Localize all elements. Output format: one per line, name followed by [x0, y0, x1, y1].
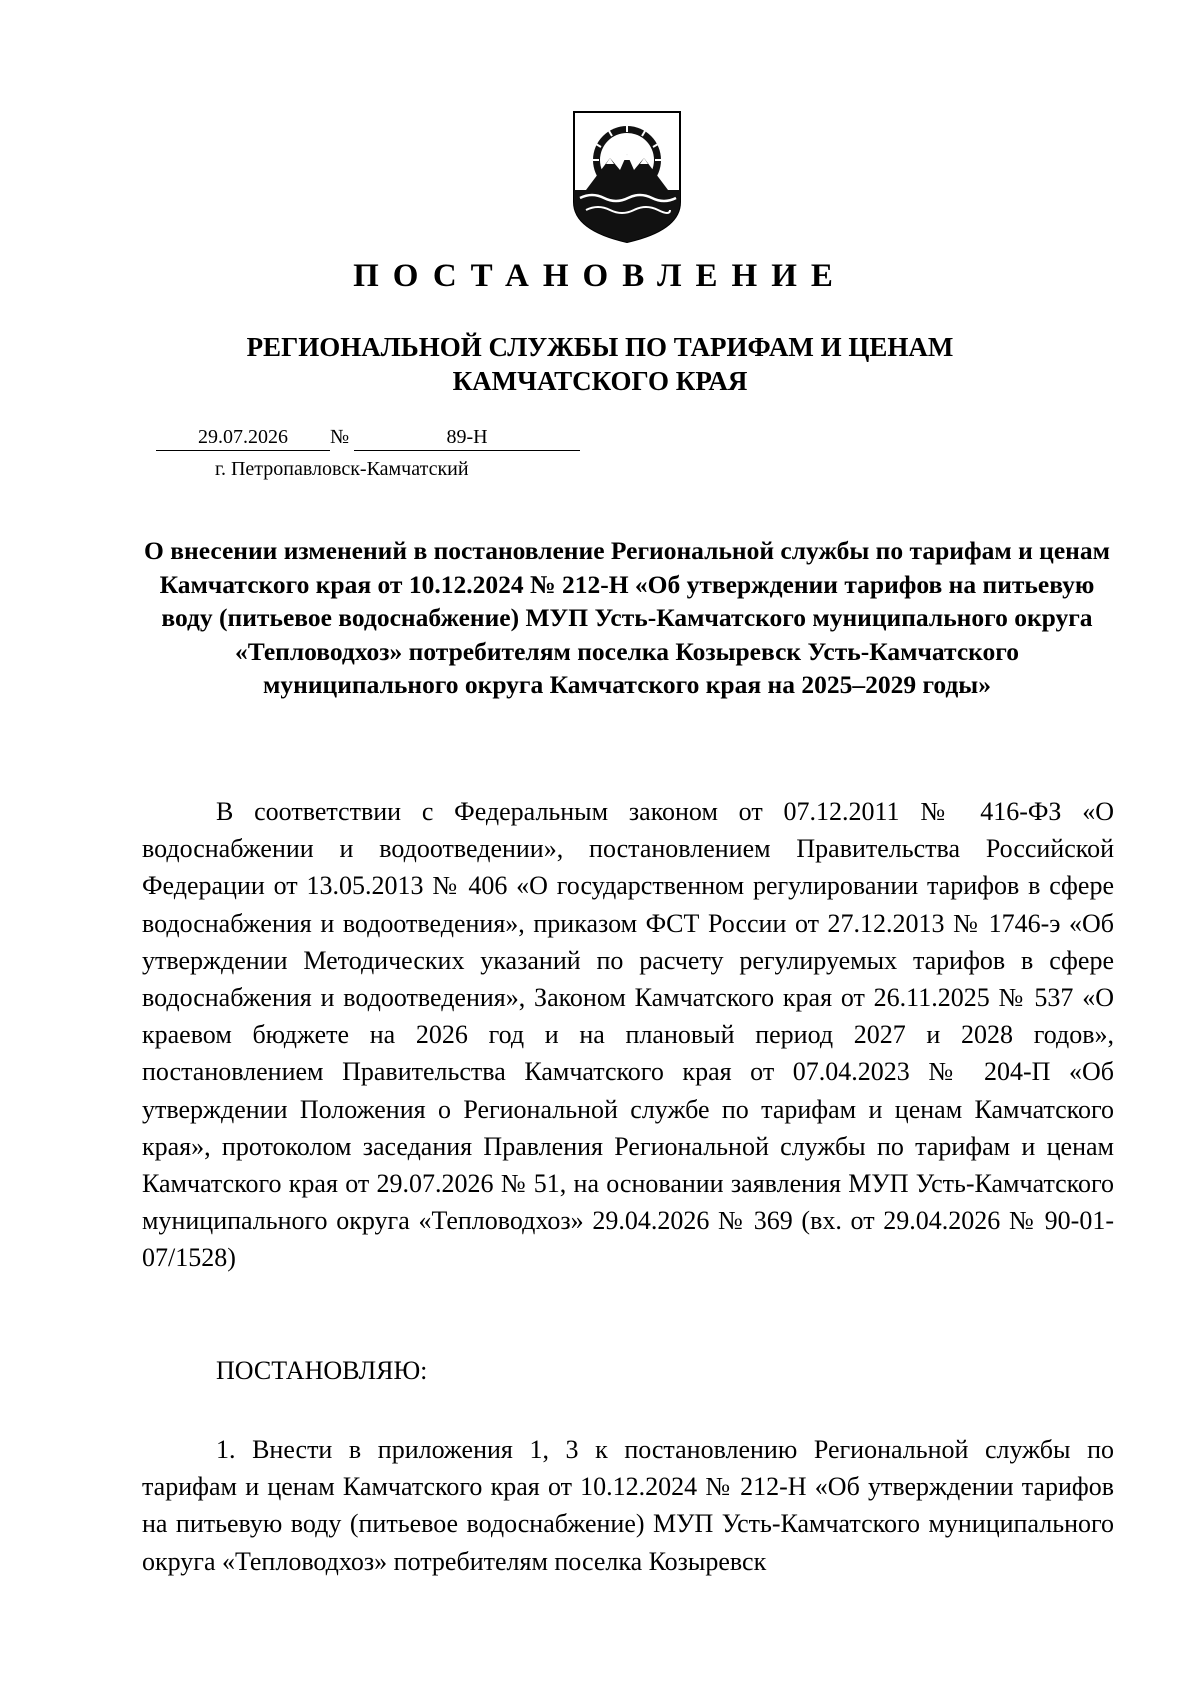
- issuing-authority: [0, 330, 1200, 398]
- document-number: 89-Н: [354, 424, 580, 451]
- issue-city: г. Петропавловск-Камчатский: [215, 458, 469, 480]
- authority-line-2: КАМЧАТСКОГО КРАЯ: [452, 366, 748, 396]
- coat-of-arms-icon: [572, 110, 682, 244]
- document-type-title: ПОСТАНОВЛЕНИЕ: [353, 258, 847, 294]
- preamble-paragraph: В соответствии с Федеральным законом от 07.12.2011 № 416-ФЗ «О водоснабжении и водоотведении», постановлением Правительства Российской Федерации от 13.05.2013 № 406 «О государственном регулировании тарифов в сфере водоснабжения и водоотведения», приказом ФСТ России от 27.12.2013 № 1746-э «Об утверждении Методических указаний по расчету регулируемых тарифов в сфере водоснабжения и водоотведения», Законом Камчатского края от 26.11.2025 № 537 «О краевом бюджете на 2026 год и на плановый период 2027 и 2028 годов», постановлением Правительства Камчатского края от 07.04.2023 № 204-П «Об утверждении Положения о Региональной службе по тарифам и ценам Камчатского края», протоколом заседания Правления Региональной службы по тарифам и ценам Камчатского края от 29.07.2026 № 51, на основании заявления МУП Усть-Камчатского муниципального округа «Тепловодхоз» 29.04.2026 № 369 (вх. от 29.04.2026 № 90-01-07/1528): [142, 797, 1114, 1273]
- decree-word: ПОСТАНОВЛЯЮ:: [216, 1356, 428, 1385]
- authority-line-1: РЕГИОНАЛЬНОЙ СЛУЖБЫ ПО ТАРИФАМ И ЦЕНАМ: [246, 332, 954, 362]
- document-date: 29.07.2026: [156, 424, 330, 451]
- number-sign: №: [330, 426, 350, 448]
- document-subject: О внесении изменений в постановление Региональной службы по тарифам и ценам Камчатского края от 10.12.2024 № 212-Н «Об утверждении тарифов на питьевую воду (питьевое водоснабжение) МУП Усть-Камчатского муниципального округа «Тепловодхоз» потребителям поселка Козыревск Усть-Камчатского муниципального округа Камчатского края на 2025–2029 годы»: [144, 536, 1110, 700]
- item-1-paragraph: 1. Внести в приложения 1, 3 к постановлению Региональной службы по тарифам и ценам Камчатского края от 10.12.2024 № 212-Н «Об утверждении тарифов на питьевую воду (питьевое водоснабжение) МУП Усть-Камчатского муниципального округа «Тепловодхоз» потребителям поселка Козыревск: [142, 1435, 1114, 1576]
